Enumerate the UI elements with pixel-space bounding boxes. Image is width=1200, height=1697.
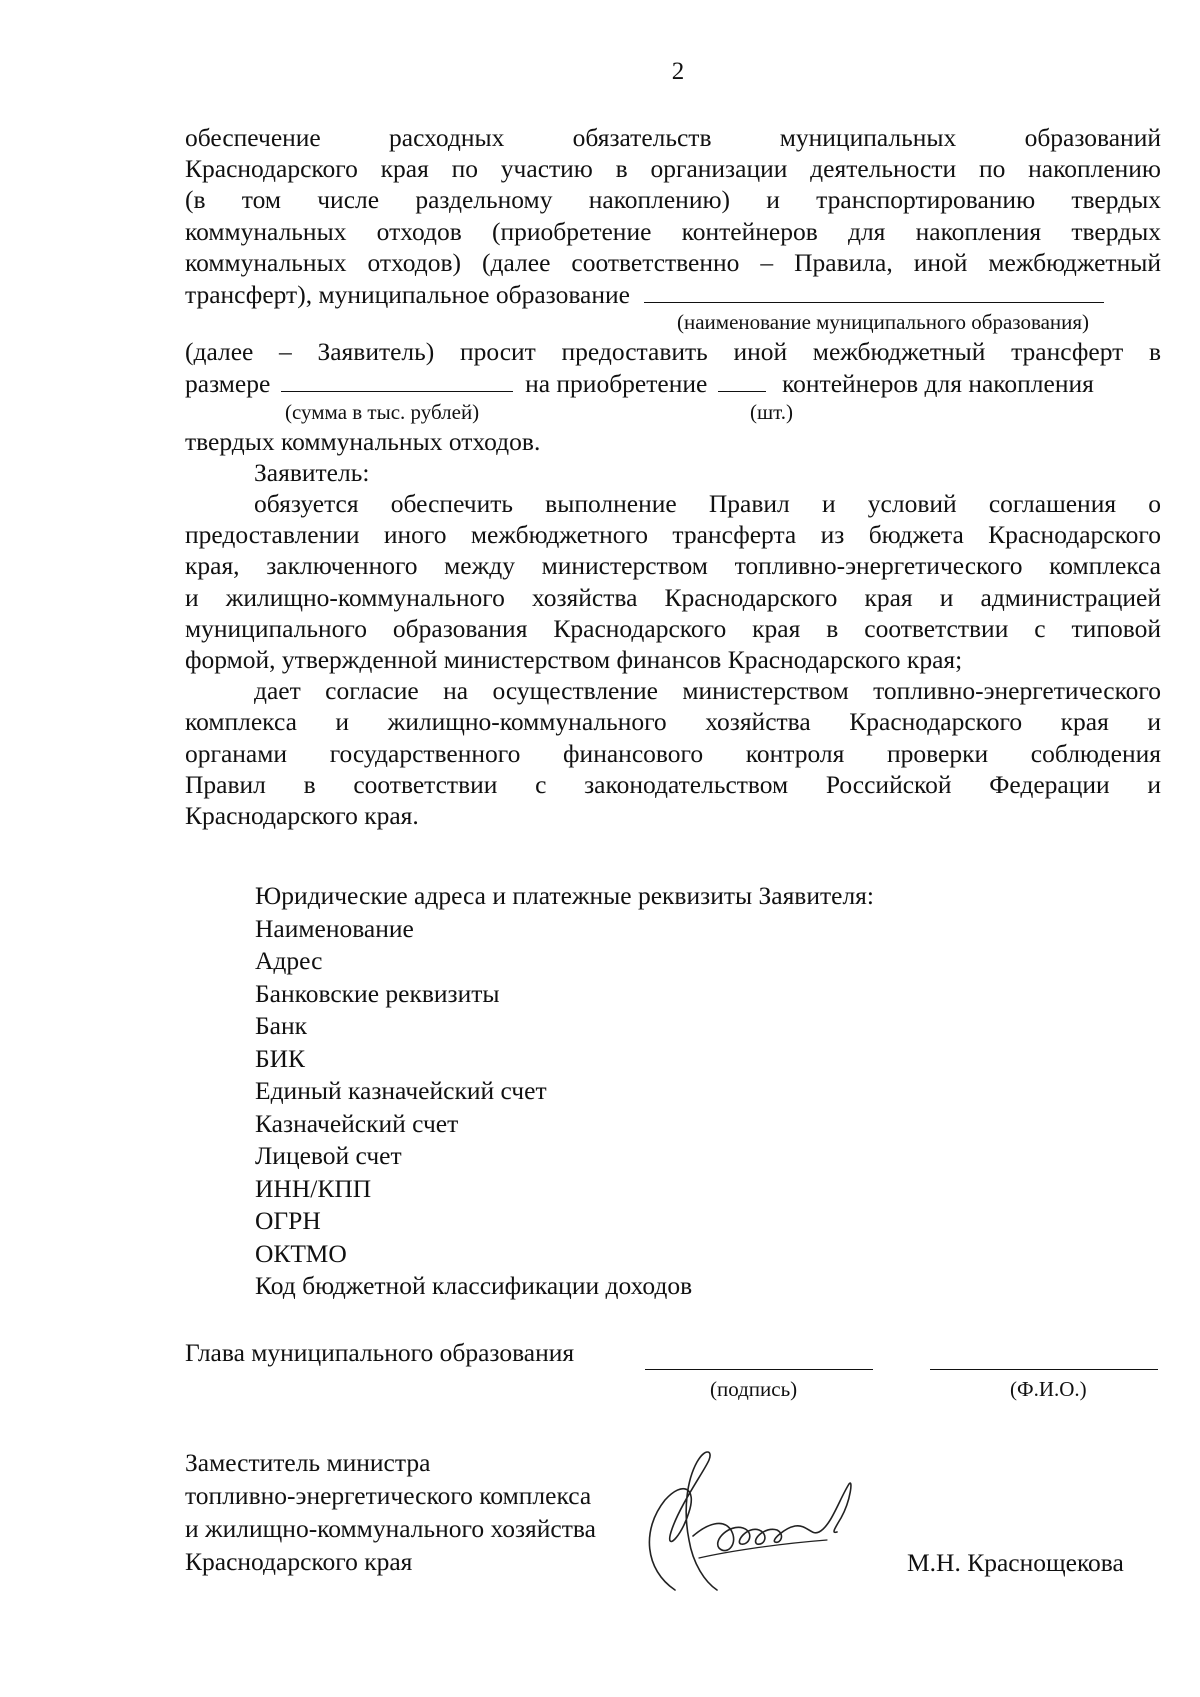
- deputy-title-line: и жилищно-коммунального хозяйства: [185, 1514, 596, 1543]
- head-signature-label: Глава муниципального образования: [185, 1338, 575, 1367]
- requisite-item: Банк: [255, 1011, 307, 1040]
- qty-caption: (шт.): [750, 399, 794, 424]
- obligation-line: обязуется обеспечить выполнение Правил и условий соглашения о: [254, 489, 1161, 519]
- requisite-item: Адрес: [255, 946, 323, 975]
- municipality-label: трансферт), муниципальное образование: [185, 280, 630, 310]
- municipality-name-blank: [644, 278, 1104, 303]
- requisite-item: ИНН/КПП: [255, 1173, 372, 1203]
- document-body: [185, 122, 1161, 831]
- requisite-item: ОГРН: [255, 1206, 321, 1235]
- deputy-title-line: топливно-энергетического комплекса: [185, 1481, 592, 1510]
- deputy-title-line: Заместитель министра: [185, 1448, 431, 1477]
- municipality-line: [185, 278, 1161, 310]
- containers-label: контейнеров для накопления: [782, 369, 1094, 399]
- municipality-caption: (наименование муниципального образования): [677, 310, 1090, 335]
- consent-line: дает согласие на осуществление министерством топливно-энергетического: [254, 676, 1161, 706]
- obligation-line: муниципального образования Краснодарского края в соответствии с типовой: [185, 613, 1161, 643]
- obligation-line: и жилищно-коммунального хозяйства Краснодарского края и администрацией: [185, 582, 1161, 612]
- deputy-title: [185, 1446, 596, 1578]
- intro-line: Краснодарского края по участию в организации деятельности по накоплению: [185, 154, 1161, 184]
- consent-line: органами государственного финансового контроля проверки соблюдения: [185, 738, 1161, 768]
- intro-line: (в том числе раздельному накоплению) и транспортированию твердых: [185, 185, 1161, 215]
- head-signature-blank: [645, 1369, 873, 1370]
- requisite-item: Банковские реквизиты: [255, 978, 500, 1008]
- obligation-line: края, заключенного между министерством топливно-энергетического комплекса: [185, 551, 1161, 581]
- consent-last-line: Краснодарского края.: [185, 801, 419, 831]
- intro-line: коммунальных отходов) (далее соответственно – Правила, иной межбюджетный: [185, 247, 1161, 277]
- requisite-item: Лицевой счет: [255, 1141, 402, 1170]
- obligation-last-line: формой, утвержденной министерством финансов Краснодарского края;: [185, 645, 963, 675]
- quantity-blank: [718, 367, 766, 392]
- intro-line: коммунальных отходов (приобретение контейнеров для накопления твердых: [185, 216, 1161, 246]
- amount-line: [185, 367, 1161, 399]
- municipality-caption-row: [185, 310, 1161, 336]
- purchase-label: на приобретение: [525, 369, 708, 399]
- size-label: размере: [185, 369, 271, 399]
- amount-blank: [281, 367, 513, 392]
- requisites-list: [255, 880, 874, 1303]
- handwritten-signature: [635, 1440, 895, 1600]
- head-fio-blank: [930, 1369, 1158, 1370]
- requisite-item: БИК: [255, 1043, 306, 1073]
- deputy-title-line: Краснодарского края: [185, 1547, 413, 1576]
- obligation-line: предоставлении иного межбюджетного трансферта из бюджета Краснодарского: [185, 520, 1161, 550]
- requisites-heading: Юридические адреса и платежные реквизиты Заявителя:: [255, 881, 874, 910]
- signature-caption: (подпись): [710, 1377, 798, 1401]
- amount-caption-row: [185, 400, 1161, 426]
- applicant-heading: Заявитель:: [254, 457, 370, 487]
- requisite-item: Наименование: [255, 913, 414, 943]
- applicant-line: (далее – Заявитель) просит предоставить иной межбюджетный трансферт в: [185, 337, 1161, 367]
- sum-caption: (сумма в тыс. рублей): [285, 399, 480, 424]
- deputy-name: М.Н. Краснощекова: [907, 1548, 1124, 1577]
- intro-line: обеспечение расходных обязательств муниципальных образований: [185, 123, 1161, 152]
- requisite-item: Код бюджетной классификации доходов: [255, 1271, 693, 1300]
- waste-line: твердых коммунальных отходов.: [185, 426, 541, 456]
- page-number: 2: [671, 58, 685, 85]
- requisite-item: Единый казначейский счет: [255, 1076, 547, 1105]
- requisite-item: ОКТМО: [255, 1238, 347, 1268]
- fio-caption: (Ф.И.О.): [1010, 1377, 1087, 1401]
- requisite-item: Казначейский счет: [255, 1108, 459, 1138]
- consent-line: Правил в соответствии с законодательством Российской Федерации и: [185, 769, 1161, 799]
- consent-line: комплекса и жилищно-коммунального хозяйства Краснодарского края и: [185, 707, 1161, 737]
